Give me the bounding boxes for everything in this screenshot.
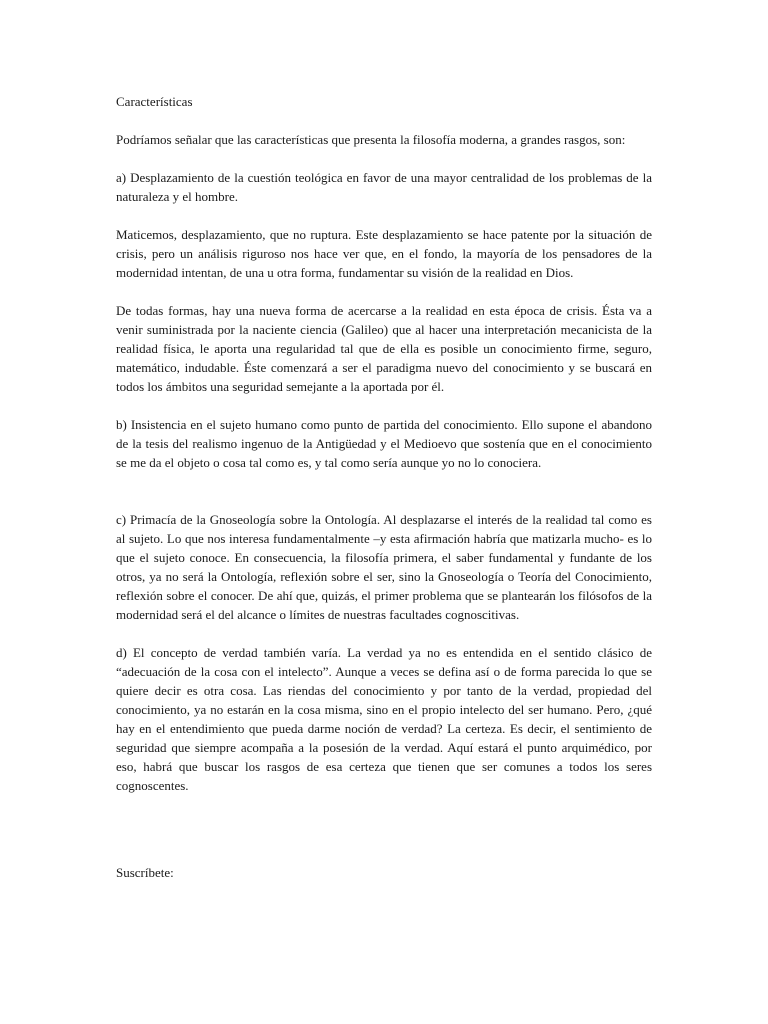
document-page	[116, 92, 652, 795]
paragraph-a-nuance: Maticemos, desplazamiento, que no ruptura. Este desplazamiento se hace patente por la situación de crisis, pero un análisis riguroso nos hace ver que, en el fondo, la mayoría de los pensadores de la modernidad intentan, de una u otra forma, fundamentar su visión de la realidad en Dios.	[116, 227, 652, 280]
section-heading: Características	[116, 94, 193, 109]
intro-paragraph: Podríamos señalar que las características que presenta la filosofía moderna, a grandes rasgos, son:	[116, 132, 626, 147]
paragraph-a-science: De todas formas, hay una nueva forma de acercarse a la realidad en esta época de crisis. Ésta va a venir suministrada por la naciente ciencia (Galileo) que al hacer una interpretación mecanicista de la realidad física, le aporta una regularidad tal que de ella es posible un conocimiento firme, seguro, matemático, indudable. Éste comenzará a ser el paradigma nuevo del conocimiento y se buscará en todos los ámbitos una seguridad semejante a la aportada por él.	[116, 303, 652, 394]
paragraph-b: b) Insistencia en el sujeto humano como punto de partida del conocimiento. Ello supone el abandono de la tesis del realismo ingenuo de la Antigüedad y el Medioevo que sostenía que en el conocimiento se me da el objeto o cosa tal como es, y tal como sería aunque yo no lo conociera.	[116, 417, 652, 470]
paragraph-d: d) El concepto de verdad también varía. La verdad ya no es entendida en el sentido clásico de “adecuación de la cosa con el intelecto”. Aunque a veces se defina así o de forma parecida lo que se quiere decir es otra cosa. Las riendas del conocimiento y por tanto de la verdad, propiedad del conocimiento, ya no estarán en la cosa misma, sino en el propio intelecto del ser humano. Pero, ¿qué hay en el entendimiento que pueda darme noción de verdad? La certeza. Es decir, el sentimiento de seguridad que siempre acompaña a la posesión de la verdad. Aquí estará el punto arquimédico, por eso, habrá que buscar los rasgos de esa certeza que tienen que ser comunes a todos los seres cognoscentes.	[116, 645, 652, 793]
subscribe-label: Suscríbete:	[116, 865, 174, 880]
paragraph-c: c) Primacía de la Gnoseología sobre la Ontología. Al desplazarse el interés de la realidad tal como es al sujeto. Lo que nos interesa fundamentalmente –y esta afirmación habría que matizarla mucho- es lo que el sujeto conoce. En consecuencia, la filosofía primera, el saber fundamental y fundante de los otros, ya no será la Ontología, reflexión sobre el ser, sino la Gnoseología o Teoría del Conocimiento, reflexión sobre el conocer. De ahí que, quizás, el primer problema que se plantearán los filósofos de la modernidad será el del alcance o límites de nuestras facultades cognoscitivas.	[116, 512, 652, 622]
paragraph-a: a) Desplazamiento de la cuestión teológica en favor de una mayor centralidad de los problemas de la naturaleza y el hombre.	[116, 170, 652, 204]
